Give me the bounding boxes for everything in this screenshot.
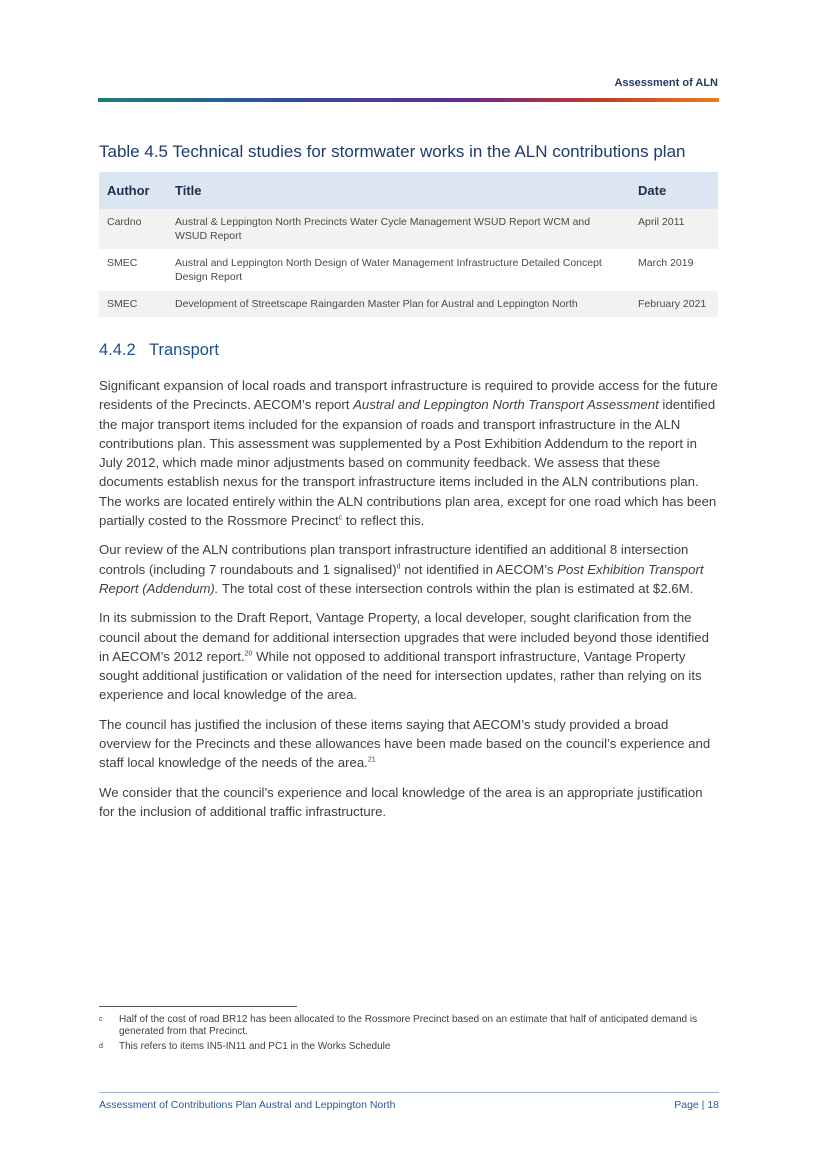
paragraph: [99, 540, 720, 598]
footnote: [99, 1014, 699, 1038]
footnotes: [99, 1014, 699, 1056]
paragraph: [99, 376, 720, 530]
cell-date: April 2011: [630, 209, 718, 250]
text-run: The total cost of these intersection controls within the plan is estimated at $2.6M.: [218, 580, 694, 596]
cell-date: February 2021: [630, 291, 718, 318]
footnote-text: This refers to items IN5-IN11 and PC1 in the Works Schedule: [119, 1041, 391, 1052]
header-gradient-bar: [98, 98, 719, 102]
column-header-title: Title: [167, 172, 630, 209]
footer-page-number: Page | 18: [674, 1099, 719, 1111]
paragraph: [99, 608, 720, 704]
paragraph: We consider that the council’s experience and local knowledge of the area is an appropriate justification for the inclusion of additional traffic infrastructure.: [99, 784, 703, 819]
text-run: Significant expansion of local roads and transport infrastructure is required to provide access for the future residents of the Precincts. AECOM’s report: [99, 378, 718, 413]
table-row: [99, 291, 718, 318]
cell-author: SMEC: [99, 291, 167, 318]
table-row: [99, 250, 718, 291]
footnote-ref[interactable]: c: [338, 514, 343, 522]
section-number: 4.4.2: [99, 341, 136, 359]
paragraph: [99, 715, 720, 773]
cell-author: Cardno: [99, 209, 167, 250]
section-heading: [99, 341, 219, 360]
table-header-row: [99, 172, 718, 209]
cell-author: SMEC: [99, 250, 167, 291]
report-title-italic: Post Exhibition Transport Report (Addendum).: [99, 561, 704, 596]
running-header: Assessment of ALN: [614, 77, 718, 89]
technical-studies-table: [99, 172, 718, 318]
report-title-italic: Austral and Leppington North Transport Assessment: [353, 397, 659, 413]
footer-separator: [99, 1092, 719, 1093]
footnote: [99, 1041, 699, 1053]
cell-title: Austral and Leppington North Design of Water Management Infrastructure Detailed Concept Design Report: [167, 250, 630, 291]
footnote-text: Half of the cost of road BR12 has been allocated to the Rossmore Precinct based on an estimate that half of anticipated demand is generated from that Precinct.: [119, 1014, 698, 1037]
section-title: Transport: [149, 341, 219, 359]
footnote-mark: c: [99, 1016, 103, 1023]
text-run: to reflect this.: [342, 513, 425, 529]
column-header-author: Author: [99, 172, 167, 209]
text-run: identified the major transport items included for the expansion of roads and transport infrastructure in the ALN contributions plan. This assessment was supplemented by a Post Exhibition Addendum to the report in July 2012, which made minor adjustments based on community feedback. We assess that these documents establish nexus for the transport infrastructure items included in the ALN contributions plan. The works are located entirely within the ALN contributions plan area, except for one road which has been partially costed to the Rossmore Precinct: [99, 397, 717, 529]
table-row: [99, 209, 718, 250]
column-header-date: Date: [630, 172, 718, 209]
body-text: [99, 376, 720, 831]
cell-title: Austral & Leppington North Precincts Water Cycle Management WSUD Report WCM and WSUD Report: [167, 209, 630, 250]
text-run: While not opposed to additional transport infrastructure, Vantage Property sought additional justification or validation of the need for intersection updates, rather than relying on its experience and local knowledge of the area.: [99, 648, 702, 703]
footer-document-title: Assessment of Contributions Plan Austral and Leppington North: [99, 1099, 396, 1111]
cell-date: March 2019: [630, 250, 718, 291]
footnote-separator: [99, 1006, 297, 1007]
table-caption: Table 4.5 Technical studies for stormwater works in the ALN contributions plan: [99, 142, 686, 161]
endnote-ref[interactable]: 20: [244, 650, 253, 658]
cell-title: Development of Streetscape Raingarden Master Plan for Austral and Leppington North: [167, 291, 630, 318]
text-run: In its submission to the Draft Report, Vantage Property, a local developer, sought clarification from the council about the demand for additional intersection upgrades that were included beyond those identified in AECOM’s 2012 report.: [99, 610, 709, 664]
text-run: The council has justified the inclusion of these items saying that AECOM’s study provided a broad overview for the Precincts and these allowances have been made based on the council’s experience and staff local knowledge of the needs of the area.: [99, 716, 711, 771]
endnote-ref[interactable]: 21: [367, 756, 376, 764]
text-run: Our review of the ALN contributions plan transport infrastructure identified an additional 8 intersection controls (including 7 roundabouts and 1 signalised): [99, 542, 689, 577]
footnote-mark: d: [99, 1043, 103, 1050]
text-run: not identified in AECOM’s: [400, 561, 558, 577]
footnote-ref[interactable]: d: [396, 563, 401, 571]
